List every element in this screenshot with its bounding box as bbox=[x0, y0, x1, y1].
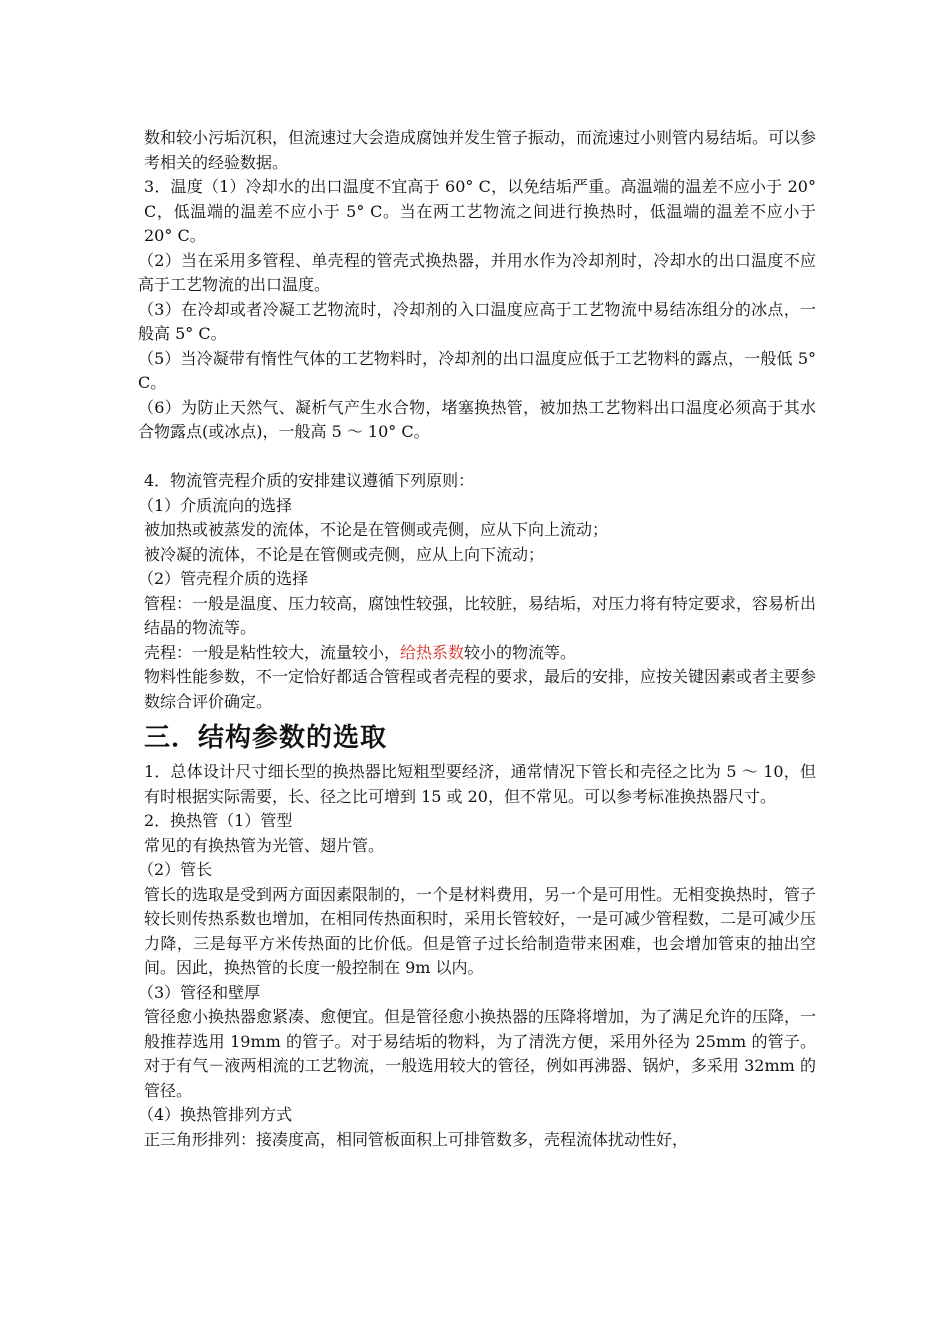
paragraph-temperature-3: （3）在冷却或者冷凝工艺物流时，冷却剂的入口温度应高于工艺物流中易结冻组分的冰点，一般高 5° C。 bbox=[138, 299, 816, 343]
paragraph-condensed-fluid: 被冷凝的流体，不论是在管侧或壳侧，应从上向下流动； bbox=[144, 544, 545, 564]
paragraph-tube-side: 管程：一般是温度、压力较高，腐蚀性较强，比较脏，易结垢，对压力将有特定要求，容易析出结晶的物流等。 bbox=[144, 593, 817, 637]
paragraph-heated-fluid: 被加热或被蒸发的流体，不论是在管侧或壳侧，应从下向上流动； bbox=[144, 520, 609, 539]
paragraph-temperature-1: 3．温度（1）冷却水的出口温度不宜高于 60° C，以免结垢严重。高温端的温差不应小于 20° C，低温端的温差不应小于 5° C。当在两工艺物流之间进行换热时，低温端的温差不应小于 20° C。 bbox=[144, 177, 816, 245]
paragraph-tube-length: 管长的选取是受到两方面因素限制的，一个是材料费用，另一个是可用性。无相变换热时，管子较长则传热系数也增加，在相同传热面积时，采用长管较好，一是可减少管程数，二是可减少压力降，三是每平方米传热面的比价低。但是管子过长给制造带来困难，也会增加管束的抽出空间。因此，换热管的长度一般控制在 9m 以内。 bbox=[144, 884, 817, 977]
paragraph-overall-dimensions: 1．总体设计尺寸细长型的换热器比短粗型要经济，通常情况下管长和壳径之比为 5 ～ 10，但有时根据实际需要，长、径之比可增到 15 或 20，但不常见。可以参考标准换热器尺寸。 bbox=[144, 762, 816, 806]
highlighted-term: 给热系数 bbox=[400, 642, 465, 662]
paragraph-triangular-layout: 正三角形排列：接凑度高，相同管板面积上可排管数多，壳程流体扰动性好， bbox=[144, 1129, 689, 1149]
paragraph-tube-type-title: 2．换热管（1）管型 bbox=[144, 811, 293, 830]
shell-side-text-before: 壳程：一般是粘性较大，流量较小， bbox=[144, 642, 401, 662]
paragraph-tube-layout-title: （4）换热管排列方式 bbox=[138, 1105, 293, 1124]
blank-line bbox=[144, 445, 816, 470]
paragraph-shell-side bbox=[144, 641, 816, 666]
paragraph-material-parameters: 物料性能参数，不一定恰好都适合管程或者壳程的要求，最后的安排，应按关键因素或者主要参数综合评价确定。 bbox=[144, 667, 817, 711]
paragraph-medium-selection-title: （2）管壳程介质的选择 bbox=[138, 569, 309, 588]
paragraph-flow-speed: 数和较小污垢沉积，但流速过大会造成腐蚀并发生管子振动，而流速过小则管内易结垢。可以参考相关的经验数据。 bbox=[144, 128, 817, 172]
shell-side-text-after: 较小的物流等。 bbox=[464, 642, 577, 662]
paragraph-tube-type: 常见的有换热管为光管、翅片管。 bbox=[144, 835, 385, 855]
paragraph-tube-diameter: 管径愈小换热器愈紧凑、愈便宜。但是管径愈小换热器的压降将增加，为了满足允许的压降，一般推荐选用 19mm 的管子。对于易结垢的物料，为了清洗方便，采用外径为 25mm 的管子。对于有气－液两相流的工艺物流，一般选用较大的管径，例如再沸器、锅炉，多采用 32mm 的管径。 bbox=[144, 1007, 817, 1100]
paragraph-flow-direction-title: （1）介质流向的选择 bbox=[138, 495, 293, 515]
paragraph-tube-diameter-title: （3）管径和壁厚 bbox=[138, 982, 261, 1002]
paragraph-temperature-2: （2）当在采用多管程、单壳程的管壳式换热器，并用水作为冷却剂时，冷却水的出口温度不应高于工艺物流的出口温度。 bbox=[138, 250, 816, 294]
paragraph-arrangement-intro: 4．物流管壳程介质的安排建议遵循下列原则： bbox=[144, 471, 475, 490]
section-heading: 三．结构参数的选取 bbox=[144, 723, 388, 753]
paragraph-temperature-5: （5）当冷凝带有惰性气体的工艺物料时，冷却剂的出口温度应低于工艺物料的露点，一般低 5° C。 bbox=[138, 348, 816, 392]
paragraph-temperature-6: （6）为防止天然气、凝析气产生水合物，堵塞换热管，被加热工艺物料出口温度必须高于其水合物露点(或冰点)，一般高 5 ～ 10° C。 bbox=[138, 397, 816, 441]
page-body bbox=[138, 126, 817, 1152]
paragraph-tube-length-title: （2）管长 bbox=[138, 860, 213, 879]
